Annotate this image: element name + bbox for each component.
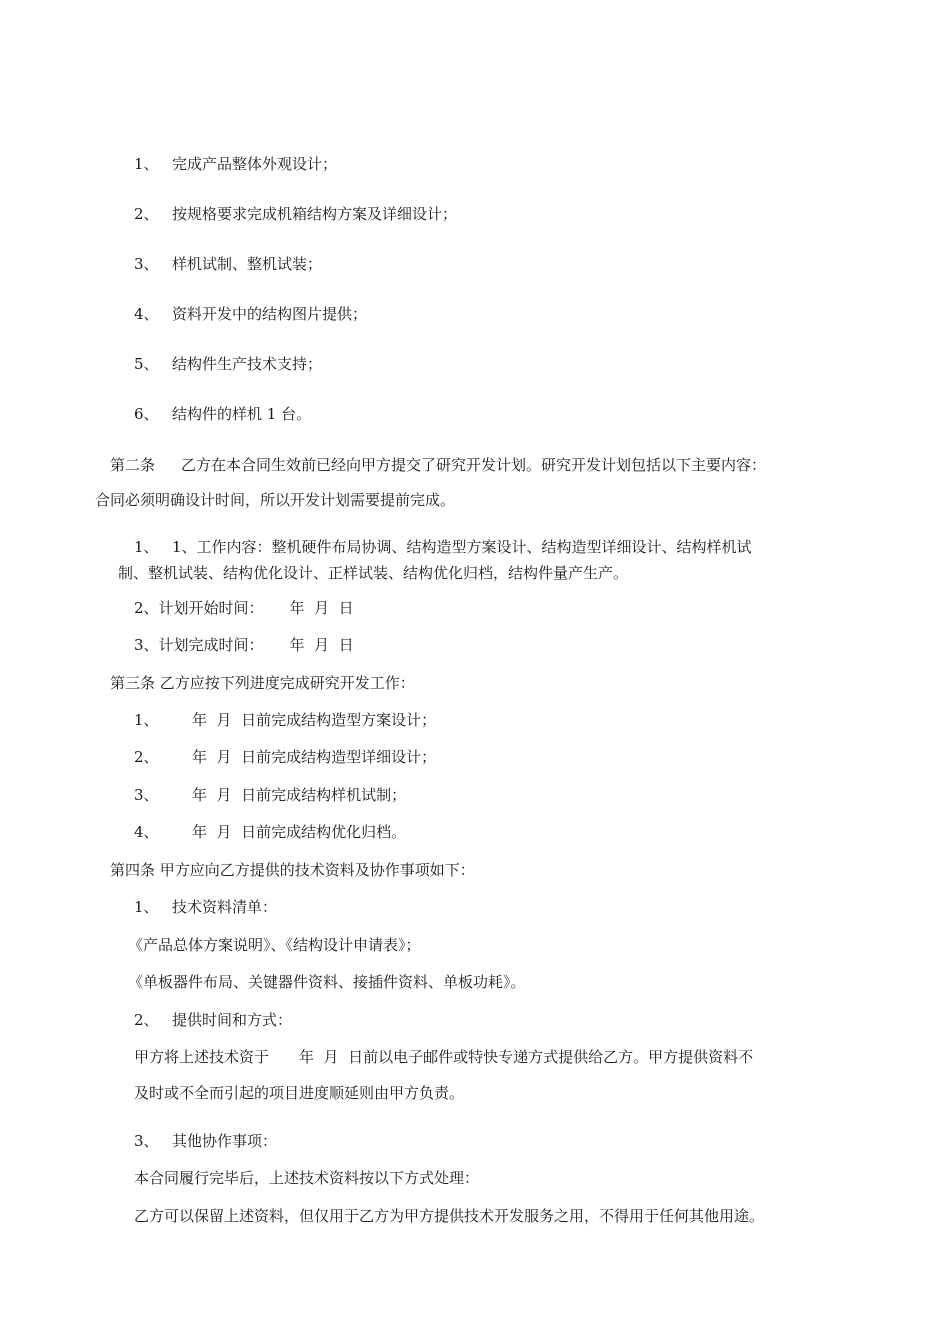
end-date: 年 月 日 <box>289 636 354 654</box>
section-technical-docs <box>134 897 277 917</box>
plan-end-time <box>134 635 354 655</box>
doc-list-line: 《单板器件布局、关键器件资料、接插件资料、单板功耗》。 <box>128 973 526 991</box>
list-item <box>134 404 311 424</box>
doc-list-line: 《产品总体方案说明》、《结构设计申请表》； <box>128 936 421 954</box>
item-text: 完成产品整体外观设计； <box>172 155 338 173</box>
item-text: 1、工作内容：整机硬件布局协调、结构造型方案设计、结构造型详细设计、结构样机试 <box>172 538 752 556</box>
item-number: 1、 <box>134 711 159 729</box>
item-text: 年 月 日前完成结构优化归档。 <box>192 823 407 841</box>
item-number: 3、 <box>134 255 159 273</box>
item-text: 年 月 日前完成结构造型详细设计； <box>192 748 437 766</box>
schedule-item <box>134 822 406 842</box>
plan-start-time <box>134 598 354 618</box>
list-item <box>134 304 367 324</box>
item-text: 提供时间和方式： <box>172 1011 293 1029</box>
article-2-heading <box>110 455 766 475</box>
section-other-coop <box>134 1131 277 1151</box>
item-number: 5、 <box>134 355 159 373</box>
item-number: 2、 <box>134 748 159 766</box>
schedule-item <box>134 785 406 805</box>
retention-paragraph: 乙方可以保留上述资料，但仅用于乙方为甲方提供技术开发服务之用，不得用于任何其他用途。 <box>134 1207 765 1225</box>
start-date: 年 月 日 <box>289 599 354 617</box>
handling-paragraph: 本合同履行完毕后，上述技术资料按以下方式处理： <box>134 1169 480 1187</box>
delivery-paragraph-cont: 及时或不全而引起的项目进度顺延则由甲方负责。 <box>134 1084 465 1102</box>
article-text: 乙方在本合同生效前已经向甲方提交了研究开发计划。研究开发计划包括以下主要内容： <box>181 456 767 474</box>
item-text: 技术资料清单： <box>172 898 278 916</box>
end-label: 3、计划完成时间： <box>134 636 264 654</box>
plan-item-content-cont: 制、整机试装、结构优化设计、正样试装、结构优化归档，结构件量产生产。 <box>118 564 629 582</box>
item-text: 年 月 日前完成结构样机试制； <box>192 786 407 804</box>
item-number: 4、 <box>134 823 159 841</box>
item-number: 1、 <box>134 898 159 916</box>
article-3-heading: 第三条 乙方应按下列进度完成研究开发工作： <box>110 674 415 692</box>
list-item <box>134 204 457 224</box>
plan-item-content <box>134 537 752 557</box>
item-text: 结构件的样机 1 台。 <box>172 405 312 423</box>
item-text: 资料开发中的结构图片提供； <box>172 305 368 323</box>
article-label: 第二条 <box>110 456 156 474</box>
delivery-text: 甲方将上述技术资于 <box>134 1048 270 1066</box>
item-number: 1、 <box>134 155 159 173</box>
list-item <box>134 254 322 274</box>
schedule-item <box>134 747 436 767</box>
delivery-date-text: 年 月 日前以电子邮件或特快专递方式提供给乙方。甲方提供资料不 <box>299 1048 754 1066</box>
list-item <box>134 154 337 174</box>
start-label: 2、计划开始时间： <box>134 599 264 617</box>
section-delivery <box>134 1010 292 1030</box>
item-number: 1、 <box>134 538 159 556</box>
item-number: 3、 <box>134 786 159 804</box>
item-text: 按规格要求完成机箱结构方案及详细设计； <box>172 205 458 223</box>
article-4-heading: 第四条 甲方应向乙方提供的技术资料及协作事项如下： <box>110 861 475 879</box>
item-text: 结构件生产技术支持； <box>172 355 323 373</box>
article-2-continuation: 合同必须明确设计时间，所以开发计划需要提前完成。 <box>95 491 456 509</box>
delivery-paragraph <box>134 1047 753 1067</box>
item-text: 年 月 日前完成结构造型方案设计； <box>192 711 437 729</box>
item-text: 其他协作事项： <box>172 1132 278 1150</box>
item-number: 6、 <box>134 405 159 423</box>
item-number: 2、 <box>134 205 159 223</box>
schedule-item <box>134 710 436 730</box>
item-number: 4、 <box>134 305 159 323</box>
item-number: 2、 <box>134 1011 159 1029</box>
item-number: 3、 <box>134 1132 159 1150</box>
list-item <box>134 354 322 374</box>
item-text: 样机试制、整机试装； <box>172 255 323 273</box>
